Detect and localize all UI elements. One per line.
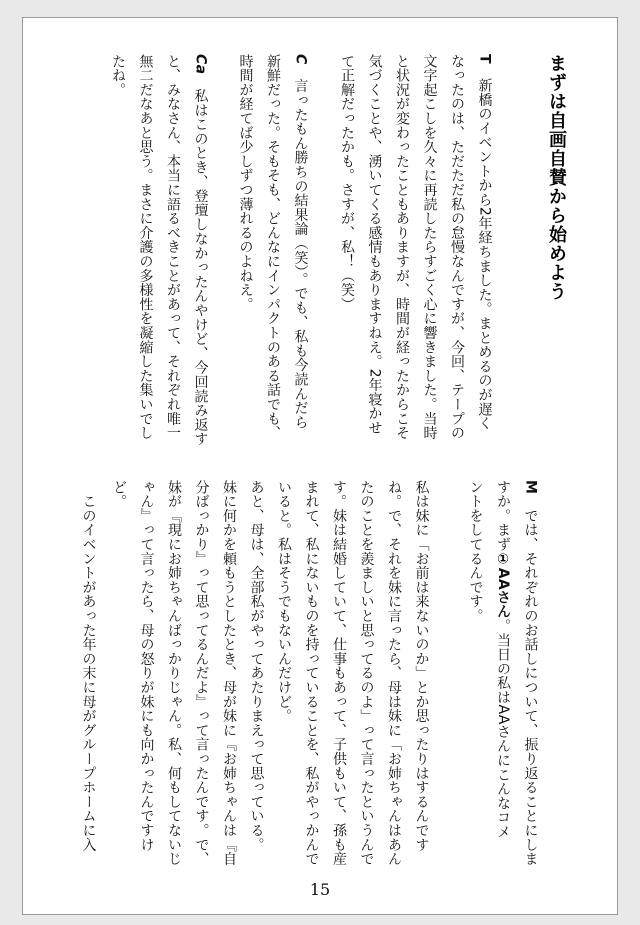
speaker-label-t: T <box>476 54 493 64</box>
paragraph-m-text-before: では、それぞれのお話しについて、振り返ることにしま すか。まず <box>495 480 539 867</box>
speaker-label-ca: Ca <box>192 54 209 75</box>
paragraph-c <box>231 54 341 454</box>
paragraph-ca <box>104 54 242 454</box>
paragraph-event <box>74 480 129 870</box>
paragraph-c-text: 言ったもん勝ちの結果論（笑）。でも、私も今読んだら 新鮮だった。そもそも、どんなにインパクトのある話でも、 時間が経てば少しずつ薄れるのよねえ。 <box>237 54 309 441</box>
paragraph-m <box>461 480 571 870</box>
section-title: まずは自画自賛から始めよう <box>546 54 567 301</box>
page-number: 15 <box>309 880 331 899</box>
paragraph-m-highlight: ①AAさん <box>495 551 511 619</box>
paragraph-t <box>333 54 526 454</box>
paragraph-m-text-after: 。当日の私はAAさんにこんなコメ ントをしてるんです。 <box>467 480 511 840</box>
quoted-comment <box>105 480 463 870</box>
document-page <box>22 17 618 915</box>
quoted-comment-text: 私は妹に「お前は来ないのか」とか思ったりはするんです ね。で、それを妹に言ったら、母は妹に「お姉ちゃんはあん たのことを羨ましいと思ってるのよ」って言ったというんで す。妹は結婚していて、仕事もあって、子供もいて、孫も産 まれて、私にないものを持っていることを、私がやっかんで いると。私はそうでもないんだけど。 あと、母は、全部私がやってあたりまえって思っている。 妹に何かを頼もうとしたとき、母が妹に『お姉ちゃんは『自 分ばっかり』って思ってるんだよ』って言ったんです。で、 妹が『現にお姉ちゃんばっかりじゃん。私、何もしてないじ ゃん』って言ったら、母の怒りが妹にも向かったんですけど。 <box>111 480 430 867</box>
speaker-label-c: C <box>292 54 309 65</box>
paragraph-ca-text: 私はこのとき、登壇しなかったんやけど、今回読み返す と、みなさん、本当に語るべきことがあって、それぞれ唯一 無二だなあと思う。まさに介護の多様性を凝縮した集いでし たね。 <box>110 54 209 447</box>
speaker-label-m: M <box>522 480 539 495</box>
paragraph-event-text: このイベントがあった年の末に母がグループホームに入 <box>80 494 97 852</box>
paragraph-t-text: 新橋のイベントから2年経ちました。まとめるのが遅く なったのは、ただただ私の怠慢なんですが、今回、テープの 文字起こしを久々に再読したらすごく心に響きました。当時 と状況が変わったこともありますが、時間が経ったからこそ 気づくことや、湧いてくる感情もありますねえ。2年寝かせ て正解だったかも。さすが、私！（笑） <box>339 54 493 441</box>
